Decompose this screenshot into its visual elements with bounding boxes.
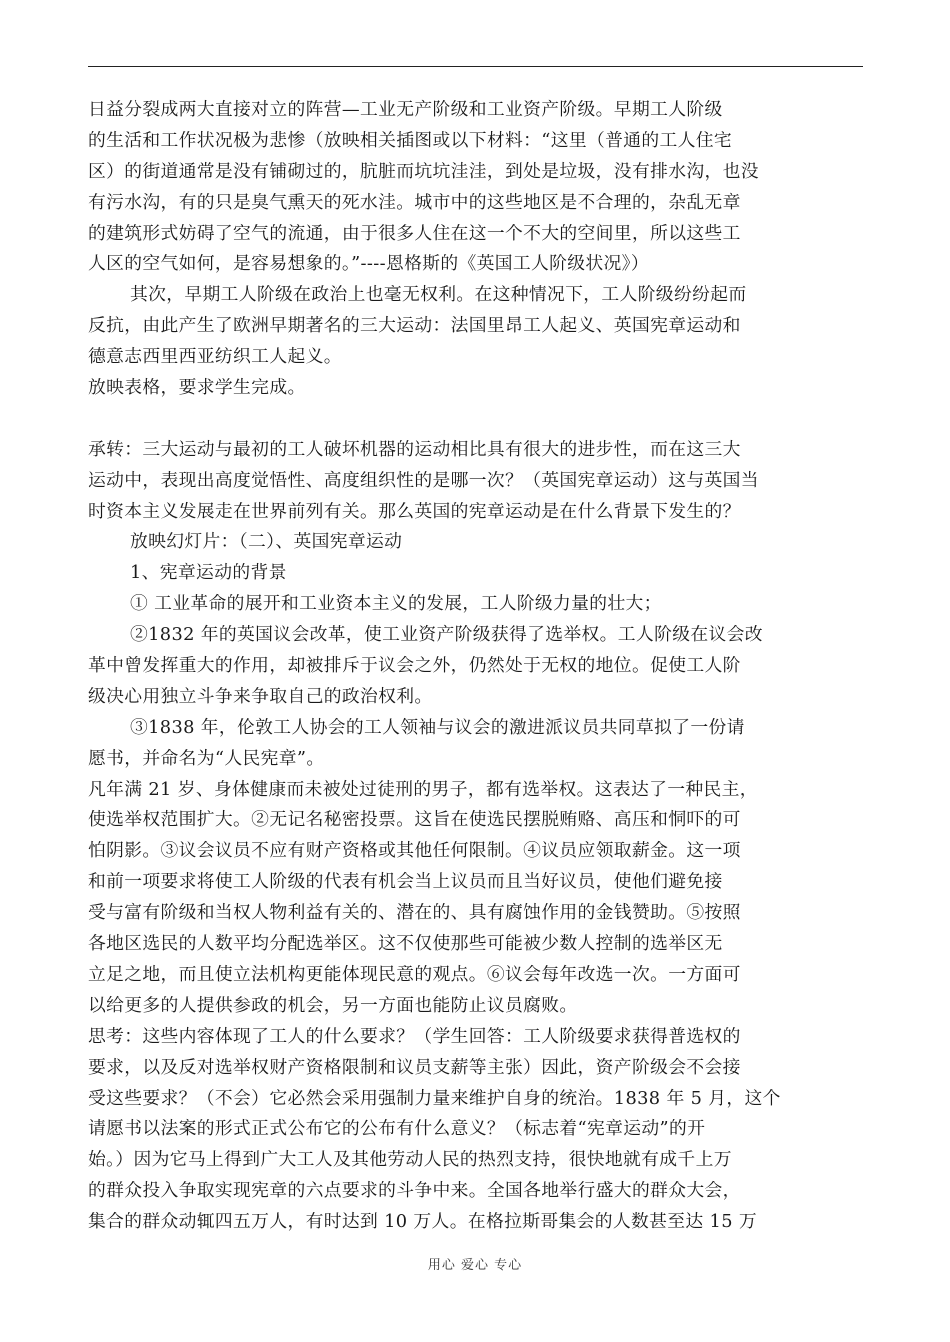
text-line: 愿书，并命名为“人民宪章”。 [88,747,325,769]
text-line: 的群众投入争取实现宪章的六点要求的斗争中来。全国各地举行盛大的群众大会， [88,1180,741,1202]
text-line: 区）的街道通常是没有铺砌过的，肮脏而坑坑洼洼，到处是垃圾，没有排水沟，也没 [88,160,759,182]
text-line: ③1838 年，伦敦工人协会的工人领袖与议会的激进派议员共同草拟了一份请 [130,716,745,738]
section-heading: 放映幻灯片：（二）、英国宪章运动 [130,531,403,553]
text-line: 各地区选民的人数平均分配选举区。这不仅使那些可能被少数人控制的选举区无 [88,933,723,955]
text-line: 使选举权范围扩大。②无记名秘密投票。这旨在使选民摆脱贿赂、高压和恫吓的可 [88,809,741,831]
text-line: 级决心用独立斗争来争取自己的政治权利。 [88,685,433,707]
text-line: 的建筑形式妨碍了空气的流通，由于很多人住在这一个不大的空间里，所以这些工 [88,222,741,244]
page-footer: 用心 爱心 专心 [427,1258,523,1273]
text-line: 要求，以及反对选举权财产资格限制和议员支薪等主张）因此，资产阶级会不会接 [88,1056,741,1078]
text-line: 怕阴影。③议会议员不应有财产资格或其他任何限制。④议员应领取薪金。这一项 [88,840,741,862]
text-line: 人区的空气如何，是容易想象的。”----恩格斯的《英国工人阶级状况》） [88,253,650,275]
text-line: 凡年满 21 岁、身体健康而未被处过徒刑的男子，都有选举权。这表达了一种民主， [88,778,758,800]
text-line: 请愿书以法案的形式正式公布它的公布有什么意义？（标志着“宪章运动”的开 [88,1118,706,1140]
text-line: 以给更多的人提供参政的机会，另一方面也能防止议员腐败。 [88,994,578,1016]
text-line: 集合的群众动辄四五万人，有时达到 10 万人。在格拉斯哥集会的人数甚至达 15 万 [88,1211,757,1233]
text-line: 反抗，由此产生了欧洲早期著名的三大运动：法国里昂工人起义、英国宪章运动和 [88,315,741,337]
text-line: 放映表格，要求学生完成。 [88,377,306,399]
text-line: 革中曾发挥重大的作用，却被排斥于议会之外，仍然处于无权的地位。促使工人阶 [88,655,741,677]
text-line: 其次，早期工人阶级在政治上也毫无权利。在这种情况下，工人阶级纷纷起而 [130,284,747,306]
subsection-heading: 1、宪章运动的背景 [130,562,287,584]
text-line: 承转：三大运动与最初的工人破坏机器的运动相比具有很大的进步性，而在这三大 [88,438,741,460]
text-line: 的生活和工作状况极为悲惨（放映相关插图或以下材料：“这里（普通的工人住宅 [88,129,733,151]
text-line: 时资本主义发展走在世界前列有关。那么英国的宪章运动是在什么背景下发生的？ [88,500,741,522]
text-line: 受这些要求？（不会）它必然会采用强制力量来维护自身的统治。1838 年 5 月，这个 [88,1087,781,1109]
text-line: 思考：这些内容体现了工人的什么要求？（学生回答：工人阶级要求获得普选权的 [88,1025,741,1047]
text-line: 始。）因为它马上得到广大工人及其他劳动人民的热烈支持，很快地就有成千上万 [88,1149,732,1171]
text-line: 日益分裂成两大直接对立的阵营—工业无产阶级和工业资产阶级。早期工人阶级 [88,99,723,120]
text-line: 和前一项要求将使工人阶级的代表有机会当上议员而且当好议员，使他们避免接 [88,871,723,893]
text-line: 受与富有阶级和当权人物利益有关的、潜在的、具有腐蚀作用的金钱赞助。⑤按照 [88,902,741,924]
text-line: 立足之地，而且使立法机构更能体现民意的观点。⑥议会每年改选一次。一方面可 [88,963,741,985]
document-body [88,95,866,1238]
blank-line [88,404,866,435]
text-line: 有污水沟，有的只是臭气熏天的死水洼。城市中的这些地区是不合理的，杂乱无章 [88,191,741,213]
text-line: 德意志西里西亚纺织工人起义。 [88,346,342,368]
text-line: ②1832 年的英国议会改革，使工业资产阶级获得了选举权。工人阶级在议会改 [130,624,763,646]
text-line: ① 工业革命的展开和工业资本主义的发展，工人阶级力量的壮大； [130,593,662,615]
header-rule [88,66,863,67]
text-line: 运动中，表现出高度觉悟性、高度组织性的是哪一次？（英国宪章运动）这与英国当 [88,469,759,491]
